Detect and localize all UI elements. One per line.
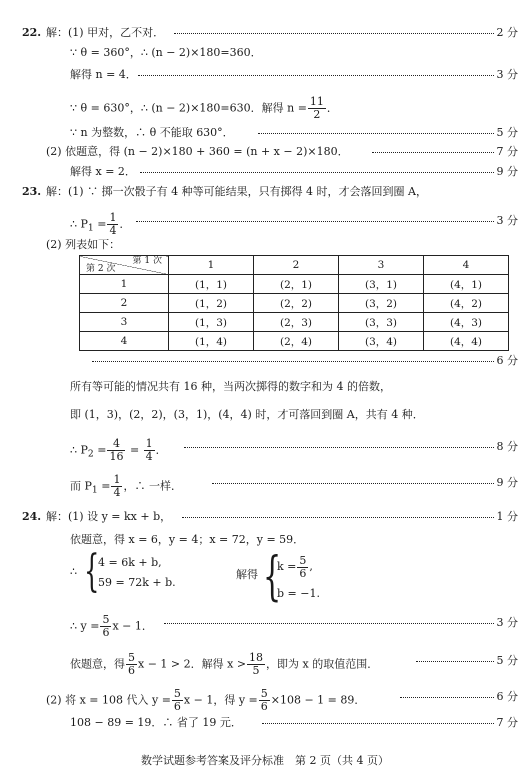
fraction-numerator: 5 xyxy=(260,687,268,700)
q22-line-6-text: (2) 依题意，得 (n − 2)×180 + 360 = (n + x − 2)×180． xyxy=(46,145,349,158)
q22-line-7-text: 解得 x = 2． xyxy=(70,165,136,178)
q23-line-3-text: (2) 列表如下： xyxy=(46,238,121,251)
fraction xyxy=(107,212,118,237)
q22-line-4-lead: ∵ θ = 630°，∴ (n − 2)×180=630．解得 n = xyxy=(70,101,307,115)
q23-line-4 xyxy=(0,378,530,396)
fraction-denominator: 5 xyxy=(252,664,260,677)
score-leader xyxy=(136,221,494,222)
score-points: 6 分 xyxy=(496,354,518,367)
table-cell: (3，4) xyxy=(339,332,424,351)
q23-line-2 xyxy=(0,211,530,237)
fraction-numerator: 11 xyxy=(309,95,324,108)
col-header: 1 xyxy=(169,256,254,275)
fraction xyxy=(297,555,308,580)
solution-k-end: , xyxy=(309,560,313,573)
equals: = xyxy=(97,479,111,493)
col-header: 4 xyxy=(424,256,509,275)
fraction xyxy=(107,438,125,463)
score-leader xyxy=(138,75,494,76)
fraction-denominator: 4 xyxy=(109,224,117,237)
q24-line-6-tail: ×108 − 1 = 89． xyxy=(270,693,366,707)
table-cell: (4，4) xyxy=(424,332,509,351)
score-leader xyxy=(182,517,494,518)
table-cell: (1，3) xyxy=(169,313,254,332)
q23-line-6-end: ． xyxy=(155,443,167,457)
q22-line-2 xyxy=(0,44,530,62)
score-points: 9 分 xyxy=(496,476,518,489)
q24-line-2-text: 依题意，得 x = 6，y = 4；x = 72，y = 59． xyxy=(70,533,305,546)
score-points: 6 分 xyxy=(496,690,518,703)
prob-symbol: 而 P xyxy=(70,479,92,493)
q24-line-5-mid: x − 1 > 2．解得 x > xyxy=(138,657,247,671)
fraction-numerator: 4 xyxy=(107,438,125,451)
fraction-denominator: 6 xyxy=(299,566,307,580)
page-footer: 数学试题参考答案及评分标准 第 2 页（共 4 页） xyxy=(141,754,389,767)
fraction xyxy=(100,614,111,639)
fraction-denominator: 4 xyxy=(145,450,153,463)
fraction-numerator: 18 xyxy=(249,651,264,664)
table-cell: (2，3) xyxy=(254,313,339,332)
q23-line-1-text: 解：(1) ∵ 掷一次骰子有 4 种等可能结果，只有掷得 4 时，才会落回到圈 A， xyxy=(46,185,427,198)
q22-line-7 xyxy=(0,163,530,181)
score-leader xyxy=(262,723,494,724)
row-header: 1 xyxy=(80,275,169,294)
table-cell: (3，3) xyxy=(339,313,424,332)
q22-line-4-end: ． xyxy=(326,101,338,115)
score-points: 3 分 xyxy=(496,68,518,81)
score-points: 3 分 xyxy=(496,616,518,629)
score-leader xyxy=(372,152,494,153)
fraction xyxy=(259,688,270,713)
q23-line-7-text xyxy=(70,474,182,500)
q24-line-6 xyxy=(0,687,530,713)
q24-label: 24. xyxy=(22,510,42,523)
fraction-numerator: 1 xyxy=(145,437,153,450)
q22-line-6 xyxy=(0,143,530,161)
q22-line-5-text: ∵ n 为整数，∴ θ 不能取 630°． xyxy=(70,126,234,139)
q24-line-1-text: 解：(1) 设 y = kx + b， xyxy=(46,510,172,523)
left-brace: { xyxy=(84,546,100,597)
q22-line-2-text: ∵ θ = 360°，∴ (n − 2)×180=360． xyxy=(70,46,262,59)
score-points: 2 分 xyxy=(496,26,518,39)
prob-subscript: 1 xyxy=(91,484,98,496)
q24-line-5-lead: 依题意，得 xyxy=(70,657,125,671)
solution-k xyxy=(277,552,313,582)
table-row xyxy=(80,275,509,294)
score-points: 8 分 xyxy=(496,440,518,453)
fraction-numerator: 5 xyxy=(128,651,135,664)
score-points: 1 分 xyxy=(496,510,518,523)
q23-line-5-text: 即 (1，3)，(2，2)，(3，1)，(4，4) 时，才可落回到圈 A，共有 4 种． xyxy=(70,408,424,421)
score-leader xyxy=(164,623,494,624)
table-cell: (1，2) xyxy=(169,294,254,313)
prob-subscript: 2 xyxy=(87,448,94,460)
row-header: 2 xyxy=(80,294,169,313)
q22-label: 22. xyxy=(22,26,42,39)
fraction xyxy=(144,438,155,463)
q22-line-1 xyxy=(0,24,530,42)
q23-line-3 xyxy=(0,236,530,254)
score-leader xyxy=(212,483,494,484)
corner-top-label: 第 1 次 xyxy=(132,256,162,266)
score-leader xyxy=(184,447,494,448)
col-header: 2 xyxy=(254,256,339,275)
q24-line-1 xyxy=(0,508,530,526)
table-corner-cell xyxy=(80,256,169,275)
table-cell: (1，4) xyxy=(169,332,254,351)
table-cell: (3，1) xyxy=(339,275,424,294)
q22-line-3-text: 解得 n = 4． xyxy=(70,68,137,81)
system-eq-2: 59 = 72k + b. xyxy=(98,576,176,589)
score-leader xyxy=(174,33,494,34)
table-cell: (4，3) xyxy=(424,313,509,332)
solution-b: b = −1. xyxy=(277,587,320,600)
table-cell: (1，1) xyxy=(169,275,254,294)
equals: = xyxy=(93,443,107,457)
fraction-denominator: 2 xyxy=(313,108,321,121)
q23-line-4-text: 所有等可能的情况共有 16 种，当两次掷得的数字和为 4 的倍数， xyxy=(70,380,391,393)
score-leader xyxy=(92,361,494,362)
fraction-denominator: 6 xyxy=(260,700,268,713)
q23-line-5 xyxy=(0,406,530,424)
q22-line-1-text: 解：(1) 甲对，乙不对． xyxy=(46,26,165,39)
score-points: 3 分 xyxy=(496,214,518,227)
table-cell: (2，1) xyxy=(254,275,339,294)
q24-line-5 xyxy=(0,651,530,677)
row-header: 3 xyxy=(80,313,169,332)
prob-subscript: 1 xyxy=(87,222,94,234)
score-points: 5 分 xyxy=(496,654,518,667)
solve-label: 解得 xyxy=(236,568,258,581)
score-leader xyxy=(416,661,494,662)
table-row xyxy=(80,332,509,351)
table-cell: (3，2) xyxy=(339,294,424,313)
q23-line-7 xyxy=(0,473,530,499)
equals: = xyxy=(126,443,143,457)
q24-line-7-text: 108 − 89 = 19．∴ 省了 19 元． xyxy=(70,716,242,729)
fraction-denominator: 16 xyxy=(109,450,124,463)
score-points: 5 分 xyxy=(496,126,518,139)
q23-label: 23. xyxy=(22,185,42,198)
q24-line-7 xyxy=(0,714,530,732)
equals: = xyxy=(93,217,107,231)
q24-line-4 xyxy=(0,613,530,639)
q24-line-6-text xyxy=(46,688,365,713)
score-leader xyxy=(400,697,494,698)
fraction xyxy=(126,652,137,677)
fraction-numerator: 1 xyxy=(113,473,121,486)
q24-line-6-mid: x − 1，得 y = xyxy=(183,693,258,707)
score-points: 9 分 xyxy=(496,165,518,178)
prob-symbol: ∴ P xyxy=(70,443,88,457)
fraction-numerator: 5 xyxy=(299,553,307,567)
q24-line-6-lead: (2) 将 x = 108 代入 y = xyxy=(46,693,171,707)
q22-line-5 xyxy=(0,124,530,142)
fraction xyxy=(172,688,183,713)
fraction xyxy=(308,96,326,121)
fraction-denominator: 4 xyxy=(113,486,121,499)
table-cell: (2，2) xyxy=(254,294,339,313)
fraction-numerator: 5 xyxy=(102,613,110,626)
fraction-denominator: 6 xyxy=(102,626,110,639)
fraction-denominator: 6 xyxy=(128,664,135,677)
score-leader xyxy=(258,133,494,134)
table-cell: (2，4) xyxy=(254,332,339,351)
score-points: 7 分 xyxy=(496,145,518,158)
q22-line-4 xyxy=(0,95,530,121)
q23-line-6-text xyxy=(70,438,167,464)
q24-line-5-tail: ，即为 x 的取值范围． xyxy=(266,657,379,671)
col-header: 3 xyxy=(339,256,424,275)
score-points: 7 分 xyxy=(496,716,518,729)
table-row xyxy=(80,313,509,332)
q24-line-5-text xyxy=(70,652,378,677)
outcome-table xyxy=(79,255,509,351)
q23-line-7-end: ，∴ 一样． xyxy=(123,479,182,493)
table-cell: (4，1) xyxy=(424,275,509,294)
prob-symbol: ∴ P xyxy=(70,217,88,231)
fraction-numerator: 5 xyxy=(173,687,181,700)
corner-bottom-label: 第 2 次 xyxy=(86,264,116,274)
q23-line-2-end: ． xyxy=(119,217,131,231)
left-brace: { xyxy=(263,547,282,607)
q23-line-2-text xyxy=(70,212,130,238)
score-leader xyxy=(140,172,494,173)
fraction-denominator: 6 xyxy=(173,700,181,713)
row-header: 4 xyxy=(80,332,169,351)
system-eq-1: 4 = 6k + b, xyxy=(98,556,162,569)
table-row xyxy=(80,294,509,313)
q24-line-4-tail: x − 1． xyxy=(112,619,153,633)
q23-table-score xyxy=(0,352,530,370)
therefore-symbol: ∴ xyxy=(70,565,77,578)
q24-line-4-text xyxy=(70,614,153,639)
table-cell: (4，2) xyxy=(424,294,509,313)
q22-line-3 xyxy=(0,66,530,84)
fraction xyxy=(247,652,265,677)
q24-line-4-lead: ∴ y = xyxy=(70,619,100,633)
q23-line-6 xyxy=(0,437,530,463)
q23-line-1 xyxy=(0,183,530,201)
solution-k-lead: k = xyxy=(277,560,297,573)
fraction-numerator: 1 xyxy=(109,211,117,224)
table-header-row xyxy=(80,256,509,275)
fraction xyxy=(111,474,122,499)
q22-line-4-text xyxy=(70,96,338,121)
